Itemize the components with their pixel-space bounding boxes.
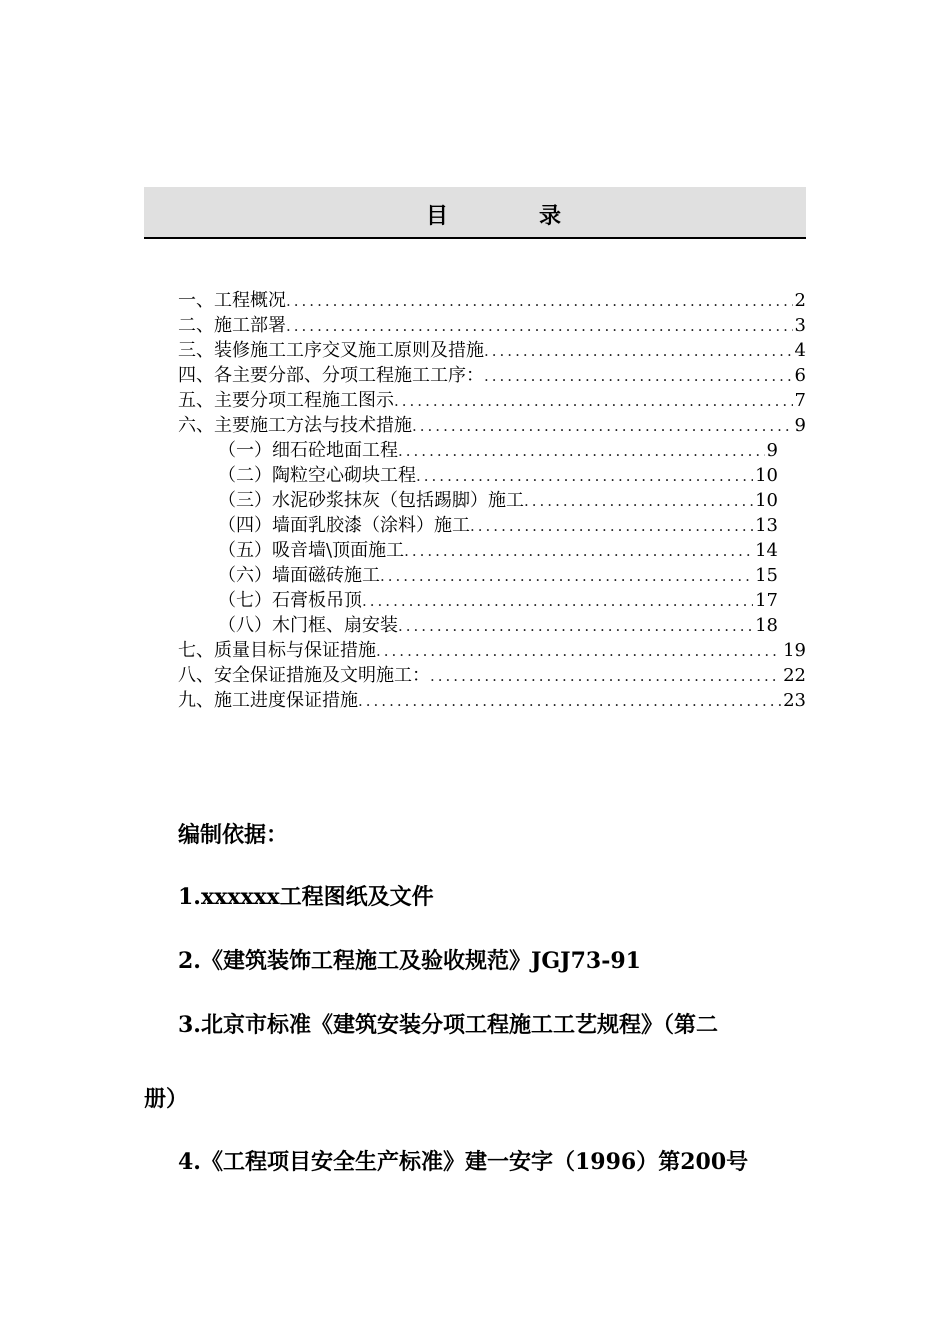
toc-entry-label: 六、主要施工方法与技术措施 xyxy=(178,415,412,436)
toc-entry-page: 4 xyxy=(794,340,806,361)
toc-leader-dots xyxy=(398,614,753,639)
toc-entry-page: 10 xyxy=(755,465,778,486)
toc-entry-page: 15 xyxy=(755,565,778,586)
toc-entry-label: 八、安全保证措施及文明施工： xyxy=(178,665,430,686)
toc-subentry[interactable] xyxy=(178,613,778,638)
toc-subentry[interactable] xyxy=(178,513,778,538)
basis-heading xyxy=(144,818,806,849)
basis-item-text: 1.xxxxxx工程图纸及文件 xyxy=(178,884,434,910)
toc-entry-page: 10 xyxy=(755,490,778,511)
toc-leader-dots xyxy=(380,564,753,589)
toc-leader-dots xyxy=(376,639,781,664)
toc-leader-dots xyxy=(430,664,781,689)
toc-entry-page: 2 xyxy=(794,290,806,311)
basis-item xyxy=(144,880,806,911)
toc-entry[interactable] xyxy=(178,363,806,388)
toc-entry-label: 三、装修施工工序交叉施工原则及措施 xyxy=(178,340,484,361)
toc-leader-dots xyxy=(358,689,781,714)
toc-leader-dots xyxy=(524,489,753,514)
toc-entry-label: 九、施工进度保证措施 xyxy=(178,690,358,711)
toc-subentry[interactable] xyxy=(178,563,778,588)
toc-subentry[interactable] xyxy=(178,588,778,613)
basis-item-text: 4.《工程项目安全生产标准》建一安字（1996）第200号 xyxy=(178,1149,749,1175)
toc-entry-page: 13 xyxy=(755,515,778,536)
basis-item xyxy=(144,1145,806,1176)
toc-entry-page: 17 xyxy=(755,590,778,611)
toc-leader-dots xyxy=(470,514,753,539)
basis-item xyxy=(144,944,806,975)
toc-entry-label: （一）细石砼地面工程 xyxy=(218,440,398,461)
toc-entry-label: （四）墙面乳胶漆（涂料）施工 xyxy=(218,515,470,536)
toc-entry-label: 一、工程概况 xyxy=(178,290,286,311)
toc-subentry[interactable] xyxy=(178,488,778,513)
toc-entry-page: 22 xyxy=(783,665,806,686)
toc-subentry[interactable] xyxy=(178,463,778,488)
toc-leader-dots xyxy=(412,414,793,439)
toc-entry-label: 七、质量目标与保证措施 xyxy=(178,640,376,661)
toc-entry-label: （六）墙面磁砖施工 xyxy=(218,565,380,586)
toc-entry[interactable] xyxy=(178,638,806,663)
toc-leader-dots xyxy=(484,339,793,364)
toc-entry-label: （二）陶粒空心砌块工程 xyxy=(218,465,416,486)
toc-entry-page: 9 xyxy=(766,440,778,461)
basis-heading-text: 编制依据： xyxy=(178,822,289,848)
toc-entry-label: 二、施工部署 xyxy=(178,315,286,336)
basis-item-continuation xyxy=(144,1082,806,1113)
toc-entry-page: 14 xyxy=(755,540,778,561)
toc-entry[interactable] xyxy=(178,663,806,688)
toc-leader-dots xyxy=(362,589,753,614)
toc-entry[interactable] xyxy=(178,288,806,313)
toc-entry[interactable] xyxy=(178,413,806,438)
toc-entry[interactable] xyxy=(178,388,806,413)
toc-entry-label: （七）石膏板吊顶 xyxy=(218,590,362,611)
toc-entry-label: （五）吸音墙\顶面施工 xyxy=(218,540,405,561)
basis-item-text: 3.北京市标准《建筑安装分项工程施工工艺规程》（第二 xyxy=(178,1012,718,1038)
table-of-contents xyxy=(178,288,806,713)
toc-subentry[interactable] xyxy=(178,438,778,463)
toc-entry-label: （八）木门框、扇安装 xyxy=(218,615,398,636)
basis-item-text: 2.《建筑装饰工程施工及验收规范》JGJ73-91 xyxy=(178,948,641,974)
toc-leader-dots xyxy=(404,539,753,564)
basis-item xyxy=(144,1008,806,1039)
toc-entry[interactable] xyxy=(178,338,806,363)
toc-leader-dots xyxy=(286,314,793,339)
toc-entry-label: （三）水泥砂浆抹灰（包括踢脚）施工 xyxy=(218,490,524,511)
toc-entry-page: 3 xyxy=(794,315,806,336)
toc-entry-page: 23 xyxy=(783,690,806,711)
toc-entry[interactable] xyxy=(178,688,806,713)
toc-leader-dots xyxy=(398,439,765,464)
toc-entry-page: 19 xyxy=(783,640,806,661)
toc-entry-label: 四、各主要分部、分项工程施工工序： xyxy=(178,365,484,386)
toc-title-char-1: 目 xyxy=(426,203,449,229)
toc-title-band xyxy=(144,187,806,239)
toc-leader-dots xyxy=(286,289,793,314)
toc-entry-page: 7 xyxy=(794,390,806,411)
toc-title-char-2: 录 xyxy=(539,203,562,229)
toc-leader-dots xyxy=(394,389,793,414)
toc-entry[interactable] xyxy=(178,313,806,338)
toc-entry-page: 18 xyxy=(755,615,778,636)
toc-leader-dots xyxy=(416,464,753,489)
toc-entry-page: 6 xyxy=(794,365,806,386)
toc-entry-label: 五、主要分项工程施工图示 xyxy=(178,390,394,411)
toc-leader-dots xyxy=(484,364,793,389)
toc-entry-page: 9 xyxy=(794,415,806,436)
basis-item-text: 册） xyxy=(144,1086,189,1112)
toc-subentry[interactable] xyxy=(178,538,778,563)
